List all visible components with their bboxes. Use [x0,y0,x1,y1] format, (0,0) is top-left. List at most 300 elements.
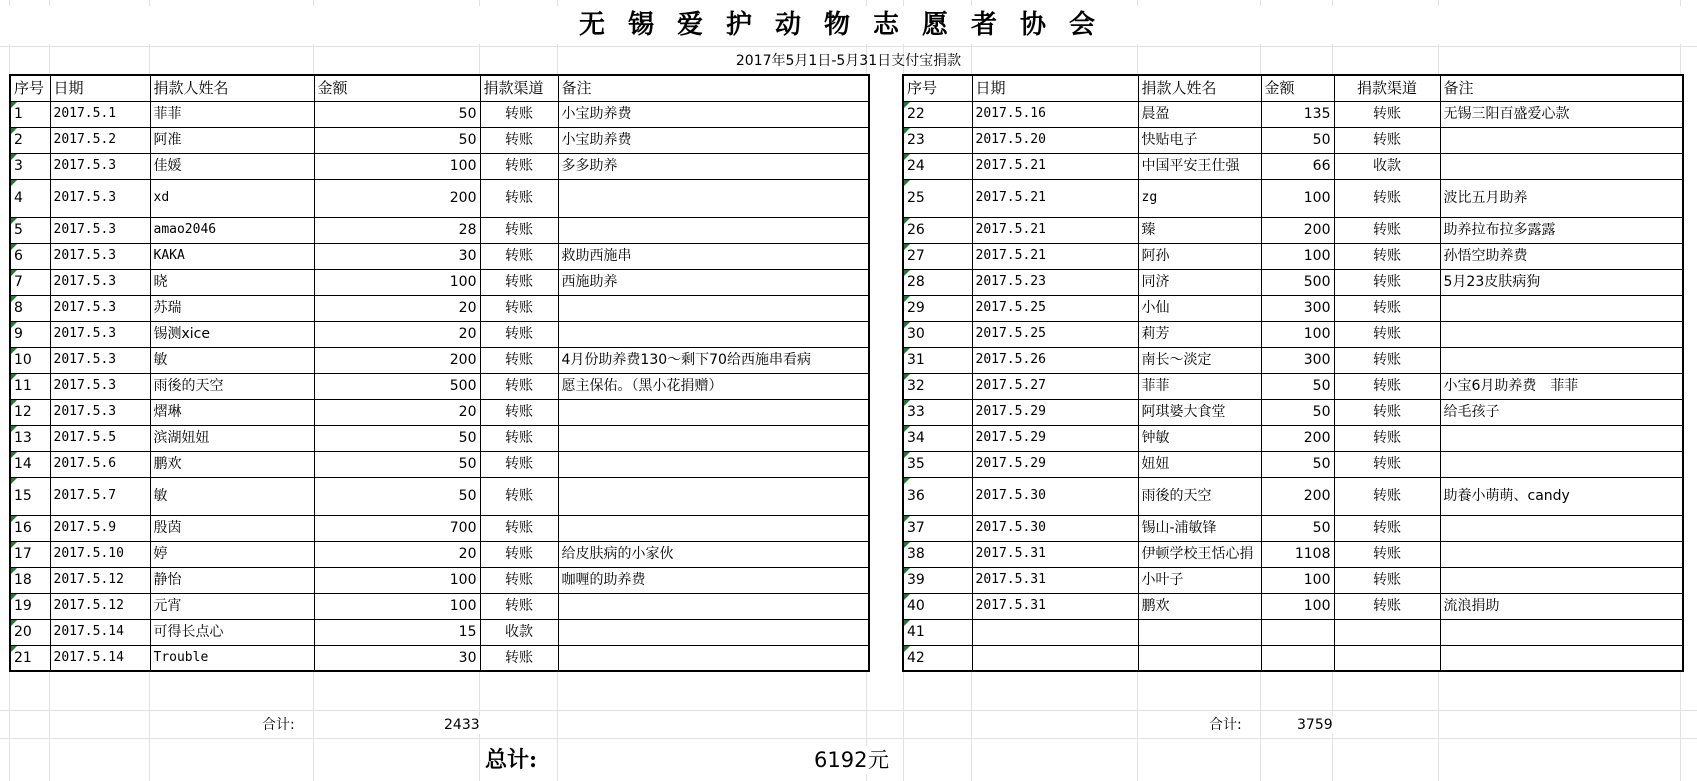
row-date: 2017.5.16 [972,101,1138,127]
row-amount: 100 [1261,179,1334,217]
header-amount: 金额 [314,75,480,101]
grand-total-label: 总计: [485,747,538,773]
row-date: 2017.5.23 [972,269,1138,295]
table-row [903,295,1683,321]
row-seq: 9 [10,321,50,347]
row-amount: 1108 [1261,541,1334,567]
header-date: 日期 [50,75,150,101]
table-row [903,243,1683,269]
row-seq: 35 [903,451,972,477]
row-date: 2017.5.27 [972,373,1138,399]
row-seq: 31 [903,347,972,373]
row-note [558,399,869,425]
table-row [903,101,1683,127]
row-donor-name: 敏 [150,477,314,515]
row-channel: 转账 [1334,217,1440,243]
row-date: 2017.5.7 [50,477,150,515]
row-channel: 转账 [1334,321,1440,347]
row-date: 2017.5.14 [50,619,150,645]
row-donor-name: 滨湖妞妞 [150,425,314,451]
row-channel: 转账 [480,295,558,321]
row-amount: 200 [314,347,480,373]
header-channel: 捐款渠道 [1334,75,1440,101]
row-channel: 转账 [1334,269,1440,295]
row-channel: 收款 [1334,153,1440,179]
row-amount [1261,645,1334,671]
row-channel: 转账 [1334,373,1440,399]
row-amount: 300 [1261,295,1334,321]
row-amount: 200 [1261,425,1334,451]
header-date: 日期 [972,75,1138,101]
row-seq: 6 [10,243,50,269]
row-channel: 转账 [1334,127,1440,153]
table-row [903,593,1683,619]
row-seq: 22 [903,101,972,127]
table-row [10,217,869,243]
row-seq: 3 [10,153,50,179]
row-seq: 14 [10,451,50,477]
row-seq: 23 [903,127,972,153]
donation-table-right [902,74,1684,672]
row-amount: 200 [314,179,480,217]
table-row [903,373,1683,399]
table-row [903,425,1683,451]
row-donor-name: Trouble [150,645,314,671]
table-row [10,153,869,179]
row-donor-name: 锡测xice [150,321,314,347]
row-donor-name: 雨後的天空 [1138,477,1261,515]
row-note [558,593,869,619]
row-note: 5月23皮肤病狗 [1440,269,1683,295]
row-note [558,179,869,217]
row-note: 救助西施串 [558,243,869,269]
right-subtotal-label: 合计: [1209,717,1242,733]
row-note [558,515,869,541]
row-seq: 32 [903,373,972,399]
row-date: 2017.5.10 [50,541,150,567]
row-seq: 33 [903,399,972,425]
row-note: 西施助养 [558,269,869,295]
row-seq: 4 [10,179,50,217]
row-amount: 50 [314,477,480,515]
row-donor-name: 南长～淡定 [1138,347,1261,373]
row-donor-name [1138,619,1261,645]
row-amount: 20 [314,541,480,567]
row-date: 2017.5.3 [50,295,150,321]
row-amount: 50 [314,425,480,451]
table-row [903,347,1683,373]
row-amount: 20 [314,399,480,425]
row-donor-name: 中国平安王仕强 [1138,153,1261,179]
table-row [10,179,869,217]
row-seq: 37 [903,515,972,541]
row-channel: 转账 [1334,593,1440,619]
header-name: 捐款人姓名 [1138,75,1261,101]
row-amount: 500 [1261,269,1334,295]
grand-total-unit: 元 [868,748,889,772]
row-amount: 50 [314,451,480,477]
table-row [903,269,1683,295]
gridline [0,710,1697,711]
row-note [1440,347,1683,373]
table-row [903,619,1683,645]
table-row [10,373,869,399]
row-donor-name: 菲菲 [1138,373,1261,399]
page-title: 无锡爱护动物志愿者协会 [0,6,1697,44]
header-row [903,75,1683,101]
row-channel: 转账 [480,347,558,373]
table-row [903,399,1683,425]
row-seq: 38 [903,541,972,567]
header-row [10,75,869,101]
row-channel [1334,619,1440,645]
table-row [903,515,1683,541]
row-note [558,451,869,477]
row-amount: 100 [1261,567,1334,593]
row-donor-name: 殷茵 [150,515,314,541]
row-note [558,217,869,243]
row-channel: 收款 [480,619,558,645]
row-note: 助養小萌萌、candy [1440,477,1683,515]
row-channel: 转账 [480,425,558,451]
row-donor-name: 佳媛 [150,153,314,179]
right-subtotal-value: 3759 [1297,717,1333,733]
row-donor-name: 小仙 [1138,295,1261,321]
row-channel: 转账 [480,101,558,127]
table-row [10,619,869,645]
row-amount: 50 [1261,399,1334,425]
row-note: 愿主保佑。（黑小花捐赠） [558,373,869,399]
row-seq: 25 [903,179,972,217]
row-amount: 100 [314,593,480,619]
row-amount [1261,619,1334,645]
row-channel: 转账 [480,179,558,217]
row-donor-name: 同济 [1138,269,1261,295]
row-date: 2017.5.25 [972,321,1138,347]
row-note [1440,515,1683,541]
table-row [10,399,869,425]
row-donor-name: 钟敏 [1138,425,1261,451]
row-note: 4月份助养费130～剩下70给西施串看病 [558,347,869,373]
row-channel: 转账 [480,269,558,295]
grand-total-value: 6192 [814,748,868,772]
row-date: 2017.5.31 [972,567,1138,593]
row-donor-name: 苏瑞 [150,295,314,321]
row-note: 孙悟空助养费 [1440,243,1683,269]
row-channel: 转账 [480,567,558,593]
row-seq: 40 [903,593,972,619]
row-donor-name: 鹏欢 [150,451,314,477]
row-amount: 100 [1261,593,1334,619]
row-date [972,619,1138,645]
table-row [10,243,869,269]
row-donor-name: 静怡 [150,567,314,593]
row-date: 2017.5.12 [50,593,150,619]
row-channel: 转账 [480,541,558,567]
row-date: 2017.5.3 [50,153,150,179]
row-amount: 135 [1261,101,1334,127]
row-date: 2017.5.30 [972,477,1138,515]
row-date: 2017.5.12 [50,567,150,593]
row-seq: 19 [10,593,50,619]
row-donor-name: 熠琳 [150,399,314,425]
row-amount: 700 [314,515,480,541]
row-amount: 200 [1261,477,1334,515]
row-amount: 100 [1261,321,1334,347]
row-donor-name: 可得长点心 [150,619,314,645]
row-amount: 50 [314,127,480,153]
row-donor-name: 菲菲 [150,101,314,127]
table-row [903,477,1683,515]
row-date: 2017.5.3 [50,347,150,373]
row-donor-name: 晓 [150,269,314,295]
row-seq: 27 [903,243,972,269]
header-seq: 序号 [903,75,972,101]
row-amount: 50 [1261,451,1334,477]
row-donor-name: 锡山-浦敏锋 [1138,515,1261,541]
row-amount: 300 [1261,347,1334,373]
row-amount: 30 [314,243,480,269]
table-row [903,567,1683,593]
row-date: 2017.5.21 [972,217,1138,243]
row-date: 2017.5.25 [972,295,1138,321]
gridline [0,46,1697,47]
row-seq: 13 [10,425,50,451]
row-channel: 转账 [1334,567,1440,593]
row-date: 2017.5.3 [50,217,150,243]
row-donor-name [1138,645,1261,671]
row-note [1440,619,1683,645]
row-seq: 36 [903,477,972,515]
row-channel: 转账 [480,153,558,179]
row-amount: 50 [314,101,480,127]
row-seq: 41 [903,619,972,645]
row-amount: 15 [314,619,480,645]
row-date: 2017.5.14 [50,645,150,671]
row-amount: 100 [314,567,480,593]
row-amount: 100 [1261,243,1334,269]
row-channel: 转账 [480,451,558,477]
table-row [903,321,1683,347]
row-date: 2017.5.3 [50,373,150,399]
row-note: 无锡三阳百盛爱心款 [1440,101,1683,127]
row-seq: 39 [903,567,972,593]
row-note: 小宝助养费 [558,127,869,153]
row-date: 2017.5.2 [50,127,150,153]
row-date: 2017.5.29 [972,399,1138,425]
row-note [558,619,869,645]
table-row [10,567,869,593]
row-channel: 转账 [480,217,558,243]
row-date: 2017.5.3 [50,179,150,217]
row-seq: 10 [10,347,50,373]
row-channel: 转账 [1334,541,1440,567]
row-donor-name: zg [1138,179,1261,217]
row-note: 多多助养 [558,153,869,179]
row-date: 2017.5.3 [50,243,150,269]
row-channel: 转账 [480,515,558,541]
row-seq: 12 [10,399,50,425]
row-donor-name: 阿琪婆大食堂 [1138,399,1261,425]
row-note [1440,425,1683,451]
table-row [10,127,869,153]
row-seq: 34 [903,425,972,451]
row-seq: 16 [10,515,50,541]
row-amount: 28 [314,217,480,243]
row-seq: 21 [10,645,50,671]
row-channel: 转账 [480,373,558,399]
table-row [10,515,869,541]
row-seq: 30 [903,321,972,347]
row-donor-name: 敏 [150,347,314,373]
row-seq: 26 [903,217,972,243]
row-donor-name: KAKA [150,243,314,269]
row-donor-name: 臻 [1138,217,1261,243]
table-row [10,269,869,295]
row-note: 波比五月助养 [1440,179,1683,217]
table-row [903,451,1683,477]
row-channel: 转账 [1334,425,1440,451]
row-channel: 转账 [1334,515,1440,541]
header-note: 备注 [1440,75,1683,101]
row-donor-name: 晨盈 [1138,101,1261,127]
page-subtitle: 2017年5月1日-5月31日支付宝捐款 [735,53,962,69]
header-seq: 序号 [10,75,50,101]
row-note [1440,451,1683,477]
row-seq: 1 [10,101,50,127]
table-row [903,127,1683,153]
row-amount: 50 [1261,373,1334,399]
row-date: 2017.5.3 [50,399,150,425]
row-donor-name: 伊顿学校王恬心捐 [1138,541,1261,567]
row-note: 小宝助养费 [558,101,869,127]
row-amount: 100 [314,269,480,295]
table-row [903,179,1683,217]
row-channel: 转账 [1334,243,1440,269]
row-seq: 42 [903,645,972,671]
row-amount: 66 [1261,153,1334,179]
table-row [10,477,869,515]
donation-table-left [9,74,870,672]
table-row [10,347,869,373]
row-channel: 转账 [1334,477,1440,515]
header-note: 备注 [558,75,869,101]
row-seq: 20 [10,619,50,645]
row-channel: 转账 [1334,347,1440,373]
row-amount: 30 [314,645,480,671]
row-note: 小宝6月助养费 菲菲 [1440,373,1683,399]
row-note [1440,645,1683,671]
row-seq: 17 [10,541,50,567]
row-amount: 500 [314,373,480,399]
row-seq: 29 [903,295,972,321]
row-donor-name: 元宵 [150,593,314,619]
table-row [903,217,1683,243]
table-row [10,541,869,567]
row-donor-name: 快贴电子 [1138,127,1261,153]
row-seq: 5 [10,217,50,243]
header-channel: 捐款渠道 [480,75,558,101]
row-seq: 11 [10,373,50,399]
row-note [558,321,869,347]
row-date: 2017.5.26 [972,347,1138,373]
row-seq: 18 [10,567,50,593]
row-channel [1334,645,1440,671]
gridline [0,738,1697,739]
row-donor-name: 莉芳 [1138,321,1261,347]
row-date: 2017.5.29 [972,451,1138,477]
row-date: 2017.5.31 [972,541,1138,567]
table-row [10,593,869,619]
row-channel: 转账 [480,321,558,347]
table-row [10,645,869,671]
row-note [1440,295,1683,321]
row-date: 2017.5.1 [50,101,150,127]
row-channel: 转账 [1334,101,1440,127]
row-date: 2017.5.6 [50,451,150,477]
row-amount: 50 [1261,515,1334,541]
left-subtotal-label: 合计: [262,717,295,733]
table-row [903,153,1683,179]
row-date: 2017.5.31 [972,593,1138,619]
row-date: 2017.5.20 [972,127,1138,153]
row-seq: 28 [903,269,972,295]
row-date: 2017.5.3 [50,321,150,347]
row-date: 2017.5.21 [972,179,1138,217]
row-donor-name: 阿准 [150,127,314,153]
row-note [558,477,869,515]
row-date: 2017.5.21 [972,243,1138,269]
row-donor-name: 阿孙 [1138,243,1261,269]
row-date: 2017.5.30 [972,515,1138,541]
row-channel: 转账 [1334,295,1440,321]
table-row [10,295,869,321]
row-date: 2017.5.3 [50,269,150,295]
row-channel: 转账 [480,477,558,515]
row-donor-name: xd [150,179,314,217]
row-note [1440,321,1683,347]
row-donor-name: 小叶子 [1138,567,1261,593]
row-channel: 转账 [1334,399,1440,425]
row-seq: 7 [10,269,50,295]
row-channel: 转账 [480,593,558,619]
table-row [10,101,869,127]
row-note [1440,541,1683,567]
row-donor-name: 鹏欢 [1138,593,1261,619]
row-note [1440,567,1683,593]
row-note [1440,127,1683,153]
row-note [1440,153,1683,179]
left-subtotal-value: 2433 [444,717,480,733]
row-channel: 转账 [480,399,558,425]
row-note: 咖喱的助养费 [558,567,869,593]
row-donor-name: amao2046 [150,217,314,243]
table-row [903,645,1683,671]
row-note [558,645,869,671]
row-amount: 20 [314,295,480,321]
table-row [10,321,869,347]
row-donor-name: 妞妞 [1138,451,1261,477]
row-amount: 200 [1261,217,1334,243]
row-note [558,295,869,321]
row-amount: 100 [314,153,480,179]
row-channel: 转账 [1334,451,1440,477]
row-seq: 15 [10,477,50,515]
row-date: 2017.5.9 [50,515,150,541]
row-seq: 24 [903,153,972,179]
row-note: 助养拉布拉多露露 [1440,217,1683,243]
row-donor-name: 婷 [150,541,314,567]
